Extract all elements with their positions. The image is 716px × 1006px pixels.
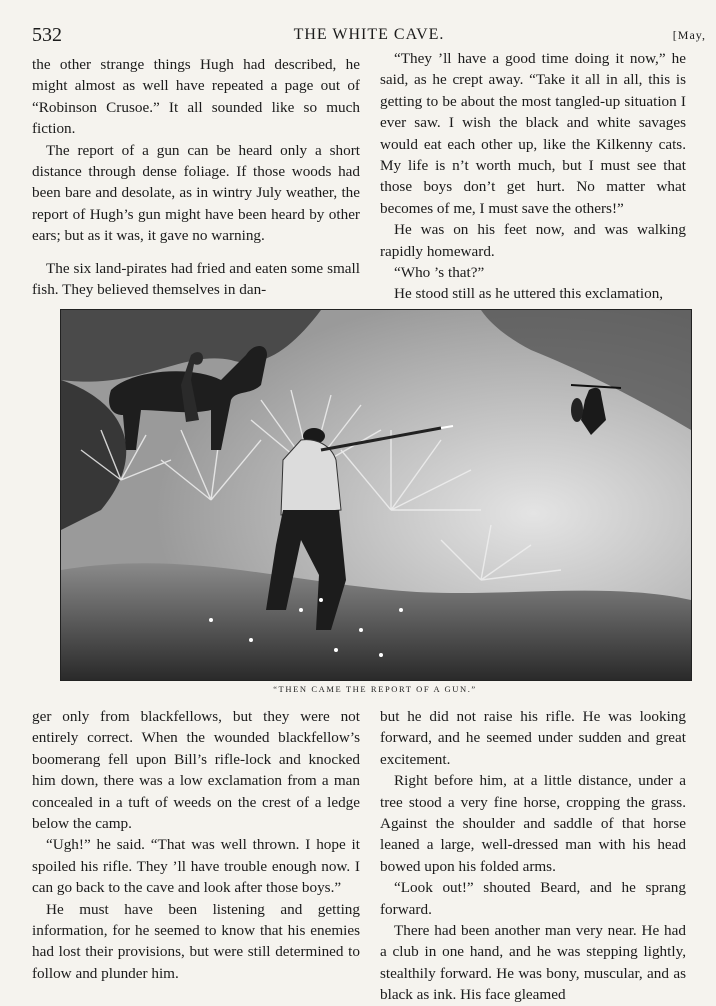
column-top-right [380, 48, 686, 305]
paragraph: The six land-pirates had fried and eaten some small fish. They believed themselves in dan- [32, 259, 360, 299]
paragraph: ger only from blackfellows, but they were not entirely correct. When the wounded blackfellow’s boomerang fell upon Bill’s rifle-lock and knocked him down, there was a low exclamation from a man concealed in a tuft of weeds on the crest of a ledge below the camp. [32, 708, 360, 833]
illustration-drawing [61, 310, 691, 680]
paragraph: “Look out!” shouted Beard, and he sprang forward. [380, 879, 686, 918]
page-header [32, 24, 706, 50]
column-top-left [32, 54, 360, 300]
paragraph: There had been another man very near. He had a club in one hand, and he was stepping lightly, stealthily forward. He was bony, muscular, and as black as ink. His face gleamed [380, 922, 686, 1004]
paragraph: “They ’ll have a good time doing it now,” he said, as he crept away. “Take it all in all, this is getting to be about the most tangled-up situation I ever saw. I wish the black and white savages would eat each other up, like the Kilkenny cats. My life is n’t worth much, but I must see that those boys don’t get hurt. No matter what becomes of me, I must save the others!” [380, 50, 686, 217]
paragraph: He stood still as he uttered this exclamation, [394, 285, 664, 303]
running-title: THE WHITE CAVE. [293, 26, 445, 43]
paragraph: the other strange things Hugh had described, he might almost as well have repeated a page out of “Robinson Crusoe.” It all sounded like so much fiction. [32, 56, 360, 138]
paragraph: He must have been listening and getting information, for he seemed to know that his enemies had lost their provisions, but were still determined to follow and plunder him. [32, 900, 360, 982]
running-date: [May, [672, 28, 706, 42]
paragraph: “Who ’s that?” [394, 264, 485, 282]
page-number: 532 [32, 24, 62, 46]
paragraph: but he did not raise his rifle. He was looking forward, and he seemed under sudden and great excitement. [380, 708, 686, 768]
illustration [60, 309, 692, 681]
illustration-caption: “THEN CAME THE REPORT OF A GUN.” [273, 684, 477, 694]
column-bottom-right [380, 706, 686, 1006]
paragraph: Right before him, at a little distance, under a tree stood a very fine horse, cropping the grass. Against the shoulder and saddle of that horse leaned a large, well-dressed man with his head bowed upon his folded arms. [380, 772, 686, 875]
paragraph: “Ugh!” he said. “That was well thrown. I hope it spoiled his rifle. They ’ll have trouble enough now. I can go back to the cave and look after those boys.” [32, 836, 360, 897]
column-bottom-left [32, 706, 360, 984]
paragraph: The report of a gun can be heard only a short distance through dense foliage. If those woods had been bare and desolate, as in wintry July weather, the report of Hugh’s gun might have been heard by other ears; but as it was, it gave no warning. [32, 141, 360, 245]
paragraph: He was on his feet now, and was walking rapidly homeward. [380, 221, 686, 260]
